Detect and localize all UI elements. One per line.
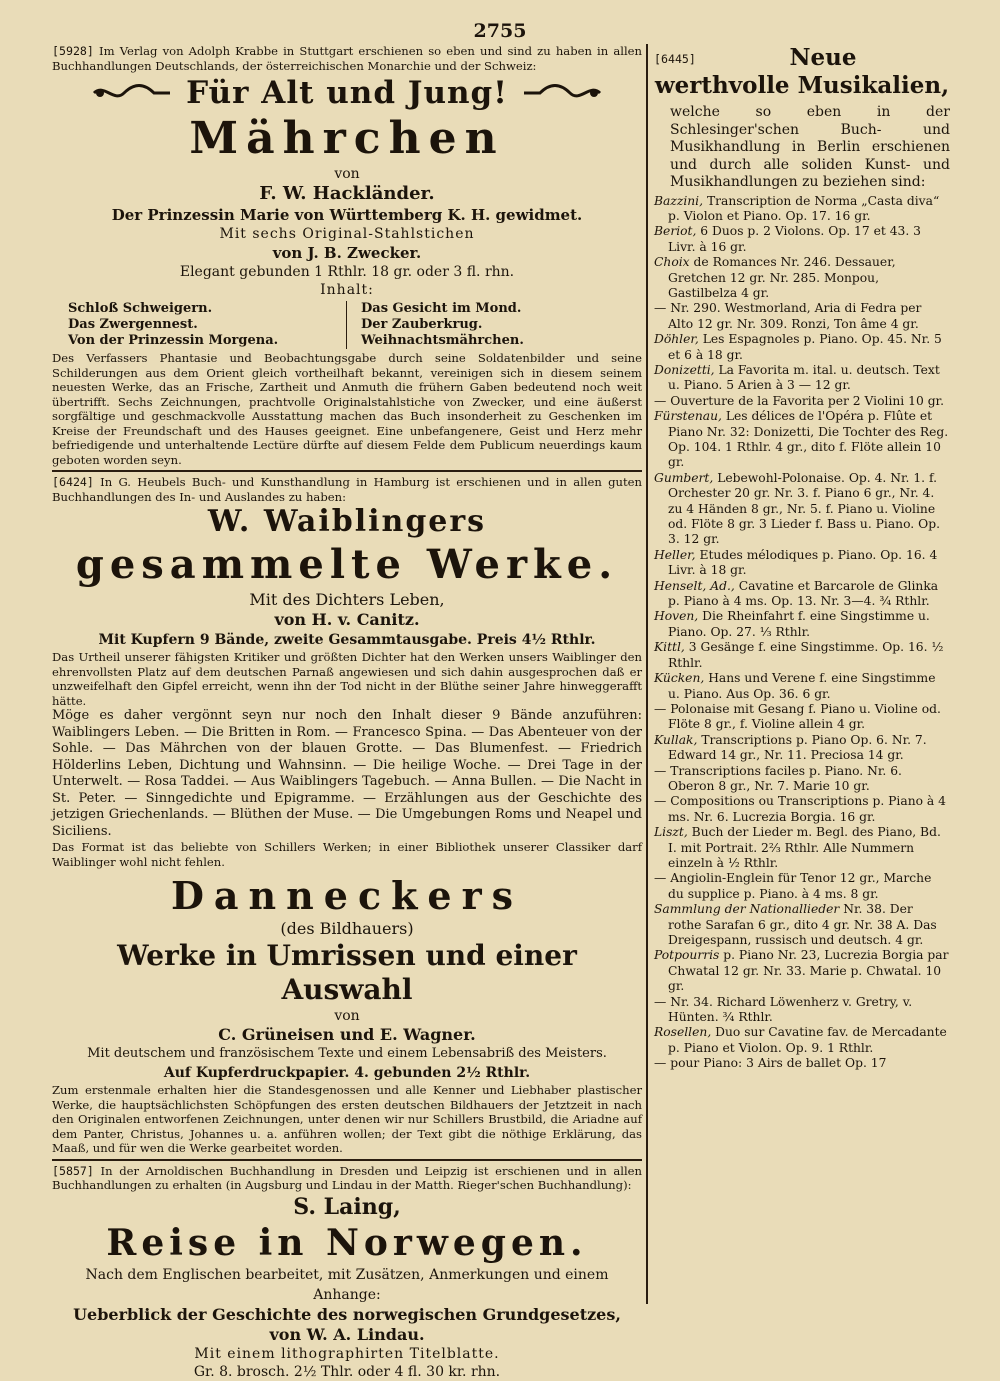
book-title: Mährchen bbox=[189, 113, 505, 164]
editor: von H. v. Canitz. bbox=[274, 610, 420, 629]
item-text: — Nr. 290. Westmorland, Aria di Fedra per Alto 12 gr. Nr. 309. Ronzi, Ton âme 4 gr. bbox=[654, 301, 922, 331]
item-text: — Transcriptions faciles p. Piano. Nr. 6. Oberon 8 gr., Nr. 7. Marie 10 gr. bbox=[654, 763, 902, 793]
item-text: — pour Piano: 3 Airs de ballet Op. 17 bbox=[654, 1056, 887, 1071]
music-list-item bbox=[654, 1025, 950, 1056]
item-text: Les Espagnoles p. Piano. Op. 45. Nr. 5 et 6 à 18 gr. bbox=[668, 332, 942, 362]
subtitle-2: Ueberblick der Geschichte des norwegischen Grundgesetzes, bbox=[73, 1304, 621, 1324]
music-list-item bbox=[654, 332, 950, 363]
authors: C. Grüneisen und E. Wagner. bbox=[218, 1025, 476, 1044]
price: Auf Kupferdruckpapier. 4. gebunden 2½ Rthlr. bbox=[163, 1065, 531, 1081]
book-title: Danneckers bbox=[170, 873, 524, 918]
author: S. Laing, bbox=[293, 1193, 401, 1220]
item-text: La Favorita m. ital. u. deutsch. Text u. Piano. 5 Arien à 3 — 12 gr. bbox=[668, 362, 940, 393]
item-text: Duo sur Cavatine fav. de Mercadante p. Piano et Violon. Op. 9. 1 Rthlr. bbox=[668, 1025, 947, 1055]
right-column bbox=[654, 44, 950, 1072]
ad-divider bbox=[52, 1159, 642, 1161]
page-number: 2755 bbox=[473, 20, 527, 42]
item-text: 3 Gesänge f. eine Singstimme. Op. 16. ½ Rthlr. bbox=[668, 640, 944, 670]
music-list-item bbox=[654, 548, 950, 579]
music-list-item bbox=[654, 702, 950, 733]
composer: Kittl, bbox=[654, 640, 685, 655]
item-text: de Romances Nr. 246. Dessauer, Gretchen 12 gr. Nr. 285. Monpou, Gastilbelza 4 gr. bbox=[668, 255, 896, 300]
contents-item: Das Gesicht im Mond. bbox=[361, 301, 522, 316]
contents-item: Weihnachtsmährchen. bbox=[361, 333, 524, 348]
music-list-item bbox=[654, 579, 950, 610]
price: Elegant gebunden 1 Rthlr. 18 gr. oder 3 fl. rhn. bbox=[179, 264, 515, 280]
translator: von W. A. Lindau. bbox=[269, 1324, 425, 1344]
ad-laing bbox=[52, 1164, 642, 1381]
illustrations: Mit sechs Original-Stahlstichen bbox=[219, 226, 475, 242]
item-text: Buch der Lieder m. Begl. des Piano, Bd. I. mit Portrait. 2⅔ Rthlr. Alle Nummern einzeln à ½ Rthlr. bbox=[668, 825, 941, 870]
illustrator: von J. B. Zwecker. bbox=[272, 244, 422, 262]
item-text: Etudes mélodiques p. Piano. Op. 16. 4 Livr. à 18 gr. bbox=[668, 547, 938, 578]
music-list-item bbox=[654, 764, 950, 795]
ad-dannecker bbox=[52, 873, 642, 1156]
ad-intro-text: welche so eben in der Schlesinger'schen Buch- und Musikhandlung in Berlin erschienen und durch alle soliden Kunst- und Musikhandlungen zu beziehen sind: bbox=[670, 104, 950, 190]
contents-item: Der Zauberkrug. bbox=[361, 317, 483, 332]
item-text: p. Piano Nr. 23, Lucrezia Borgia par Chwatal 12 gr. Nr. 33. Marie p. Chwatal. 10 gr. bbox=[668, 948, 949, 994]
composer: Choix bbox=[654, 255, 690, 270]
music-list-item bbox=[654, 363, 950, 394]
music-list-item bbox=[654, 409, 950, 471]
item-text: — Polonaise mit Gesang f. Piano u. Violine od. Flöte 8 gr., f. Violine allein 4 gr. bbox=[654, 701, 941, 732]
ad-intro-text: In G. Heubels Buch- und Kunsthandlung in Hamburg ist erschienen und in allen guten Buchhandlungen des In- und Auslandes zu haben: bbox=[52, 475, 643, 504]
ad-intro-text: In der Arnoldischen Buchhandlung in Dresden und Leipzig ist erschienen und in allen Buchhandlungen zu erhalten (in Augsburg und Lindau in der Matth. Rieger'schen Buchhandlung): bbox=[52, 1163, 642, 1192]
composer: Döhler, bbox=[654, 332, 699, 347]
ad-body: Des Verfassers Phantasie und Beobachtungsgabe durch seine Soldatenbilder und seine Schilderungen aus dem Orient gleich vortheilhaft bekannt, vereinigen sich in diesem seinem neuesten Werke, das an Frische, Zartheit und Anmuth die frühern Gaben bedeutend noch weit übertrifft. Sechs Zeichnungen, prachtvolle Originalstahlstiche von Zwecker, und eine äußerst sorgfältige und geschmackvolle Ausstattung machen das Buch insonderheit zu Geschenken im Kreise der Freundschaft und des Hauses geeignet. Eine unbefangenere, Geist und Herz mehr befriedigende und unterhaltende Lectüre dürfte auf diesem Felde dem Publicum neuerdings kaum geboten worden seyn. bbox=[52, 351, 642, 467]
music-list-item bbox=[654, 948, 950, 994]
ad-divider bbox=[52, 470, 642, 472]
music-list-item bbox=[654, 1056, 950, 1071]
item-text: Cavatine et Barcarole de Glinka p. Piano à 4 ms. Op. 13. Nr. 3—4. ¾ Rthlr. bbox=[668, 578, 939, 609]
contents-table bbox=[68, 301, 642, 349]
illustrations: Mit einem lithographirten Titelblatte. bbox=[194, 1345, 500, 1362]
ad-note: Das Format ist das beliebte von Schillers Werken; in einer Bibliothek unserer Classiker darf Waiblinger wohl nicht fehlen. bbox=[52, 840, 642, 869]
ad-hacklaender bbox=[52, 44, 642, 467]
von-label: von bbox=[334, 166, 360, 182]
book-title: gesammelte Werke. bbox=[75, 541, 619, 588]
flourish-right-icon bbox=[522, 83, 602, 103]
music-list-item bbox=[654, 471, 950, 548]
composer: Sammlung der Nationallieder bbox=[654, 902, 840, 917]
item-text: Les délices de l'Opéra p. Flûte et Piano Nr. 32: Donizetti, Die Tochter des Reg. Op. 104. 1 Rthlr. 4 gr., dito f. Flöte allein 10 gr. bbox=[668, 409, 949, 470]
music-list-item bbox=[654, 224, 950, 255]
contents-left bbox=[68, 301, 347, 349]
item-text: Transcriptions p. Piano Op. 6. Nr. 7. Edward 14 gr., Nr. 11. Preciosa 14 gr. bbox=[668, 732, 927, 763]
composer: Heller, bbox=[654, 547, 696, 562]
music-list-item bbox=[654, 733, 950, 764]
item-text: — Angiolin-Englein für Tenor 12 gr., Marche du supplice p. Piano. à 4 ms. 8 gr. bbox=[654, 871, 932, 901]
composer: Bazzini, bbox=[654, 193, 704, 208]
composer: Gumbert, bbox=[654, 470, 714, 485]
author: F. W. Hackländer. bbox=[259, 183, 435, 204]
ad-body: Das Urtheil unserer fähigsten Kritiker und größten Dichter hat den Werken unsers Waiblinger den ehrenvollsten Platz auf dem deutschen Parnaß angewiesen und sich dahin ausgesprochen daß er unzweifelhaft den Gipfel erreicht, wenn ihn der Tod nicht in der Blüthe seiner Jahre hinweggerafft hätte. bbox=[52, 650, 642, 708]
contents-right bbox=[347, 301, 524, 349]
item-text: Hans und Verene f. eine Singstimme u. Piano. Aus Op. 36. 6 gr. bbox=[668, 671, 936, 701]
price: Mit Kupfern 9 Bände, zweite Gesammtausgabe. Preis 4½ Rthlr. bbox=[98, 632, 596, 648]
left-column bbox=[52, 44, 642, 1381]
composer: Donizetti, bbox=[654, 362, 715, 377]
contents-item: Schloß Schweigern. bbox=[68, 301, 213, 316]
ad-music bbox=[654, 44, 950, 1072]
column-divider bbox=[646, 44, 648, 1304]
contents-item: Von der Prinzessin Morgena. bbox=[68, 333, 279, 348]
composer: Rosellen, bbox=[654, 1025, 712, 1040]
headline-2: werthvolle Musikalien, bbox=[654, 72, 950, 99]
composer: Potpourris bbox=[654, 948, 720, 963]
ad-waiblinger bbox=[52, 475, 642, 869]
music-list-item bbox=[654, 255, 950, 301]
ad-id: [6424] bbox=[52, 475, 94, 489]
subtitle: Nach dem Englischen bearbeitet, mit Zusätzen, Anmerkungen und einem Anhange: bbox=[85, 1266, 609, 1303]
dedication: Der Prinzessin Marie von Württemberg K. H. gewidmet. bbox=[111, 206, 583, 224]
headline-1: Neue bbox=[789, 44, 857, 71]
item-text: Nr. 38. Der rothe Sarafan 6 gr., dito 4 gr. Nr. 38 A. Das Dreigespann, russisch und deutsch. 4 gr. bbox=[668, 902, 937, 947]
item-text: Die Rheinfahrt f. eine Singstimme u. Piano. Op. 27. ⅓ Rthlr. bbox=[668, 609, 930, 639]
composer: Kullak, bbox=[654, 732, 698, 747]
composer: Beriot, bbox=[654, 224, 697, 239]
item-text: — Ouverture de la Favorita per 2 Violini 10 gr. bbox=[654, 393, 944, 408]
music-header bbox=[654, 44, 950, 72]
works-title: Werke in Umrissen und einer Auswahl bbox=[117, 939, 577, 1006]
contents-list: Möge es daher vergönnt seyn nur noch den Inhalt dieser 9 Bände anzuführen: Waiblingers Leben. — Die Britten in Rom. — Francesco Spina. — Das Abenteuer von der Sohle. — Das Mährchen von der blauen Grotte. — Das Blumenfest. — Friedrich Hölderlins Leben, Dichtung und Wahnsinn. — Die heilige Woche. — Drei Tage in der Unterwelt. — Rosa Taddei. — Aus Waiblingers Tagebuch. — Anna Bullen. — Die Nacht in St. Peter. — Sinngedichte und Epigramme. — Erzählungen aus der Geschichte des jetzigen Griechenlands. — Blüthen der Muse. — Die Umgebungen Roms und Neapel und Siciliens. bbox=[52, 708, 642, 839]
motto: Für Alt und Jung! bbox=[186, 75, 508, 111]
motto-row bbox=[52, 73, 642, 113]
composer: Liszt, bbox=[654, 825, 688, 840]
book-title: Reise in Norwegen. bbox=[106, 1221, 588, 1264]
ad-body: Zum erstenmale erhalten hier die Standesgenossen und alle Kenner und Liebhaber plastischer Werke, die hauptsächlichsten Schöpfungen des ersten deutschen Bildhauers der Jetztzeit in nach den Originalen entworfenen Zeichnungen, unter denen wir nur Schillers Brustbild, die Ariadne auf dem Panter, Christus, Johannes u. a. anführen wollen; der Text gibt die nöthige Erklärung, das Maaß, und für wen die Werke gearbeitet worden. bbox=[52, 1083, 642, 1155]
music-list bbox=[654, 194, 950, 1072]
music-list-item bbox=[654, 902, 950, 948]
item-text: 6 Duos p. 2 Violons. Op. 17 et 43. 3 Livr. à 16 gr. bbox=[668, 224, 921, 254]
text-line: Mit deutschem und französischem Texte und einem Lebensabriß des Meisters. bbox=[87, 1046, 607, 1061]
author-name: W. Waiblingers bbox=[207, 504, 487, 539]
music-list-item bbox=[654, 871, 950, 902]
music-list-item bbox=[654, 671, 950, 702]
ad-intro bbox=[52, 1164, 642, 1193]
music-list-item bbox=[654, 794, 950, 825]
ad-intro-text: Im Verlag von Adolph Krabbe in Stuttgart erschienen so eben und sind zu haben in allen Buchhandlungen Deutschlands, der österreichischen Monarchie und der Schweiz: bbox=[52, 44, 643, 73]
composer: Fürstenau, bbox=[654, 409, 722, 424]
music-list-item bbox=[654, 825, 950, 871]
music-list-item bbox=[654, 301, 950, 332]
item-text: — Nr. 34. Richard Löwenherz v. Gretry, v. Hünten. ¾ Rthlr. bbox=[654, 994, 913, 1025]
music-list-item bbox=[654, 640, 950, 671]
flourish-left-icon bbox=[92, 83, 172, 103]
ad-intro bbox=[52, 475, 642, 504]
item-text: — Compositions ou Transcriptions p. Piano à 4 ms. Nr. 6. Lucrezia Borgia. 16 gr. bbox=[654, 794, 946, 824]
contents-label: Inhalt: bbox=[320, 282, 374, 298]
ad-id: [5928] bbox=[52, 44, 94, 58]
contents-item: Das Zwergennest. bbox=[68, 317, 198, 332]
music-list-item bbox=[654, 194, 950, 225]
composer: Hoven, bbox=[654, 609, 699, 624]
price: Gr. 8. brosch. 2½ Thlr. oder 4 fl. 30 kr. rhn. bbox=[193, 1363, 501, 1380]
item-text: Lebewohl-Polonaise. Op. 4. Nr. 1. f. Orchester 20 gr. Nr. 3. f. Piano 6 gr., Nr. 4. zu 4 Händen 8 gr., Nr. 5. f. Piano u. Violine od. Flöte 8 gr. 3 Lieder f. Bass u. Piano. Op. 3. 12 gr. bbox=[668, 470, 940, 547]
ad-intro bbox=[52, 44, 642, 73]
composer: Kücken, bbox=[654, 671, 705, 686]
music-list-item bbox=[654, 394, 950, 409]
subtitle: (des Bildhauers) bbox=[280, 919, 414, 938]
music-list-item bbox=[654, 609, 950, 640]
music-list-item bbox=[654, 995, 950, 1026]
item-text: Transcription de Norma „Casta diva“ p. Violon et Piano. Op. 17. 16 gr. bbox=[668, 193, 940, 223]
composer: Henselt, Ad., bbox=[654, 578, 735, 593]
von-label: von bbox=[334, 1008, 360, 1024]
ad-id: [5857] bbox=[52, 1163, 94, 1178]
subtitle: Mit des Dichters Leben, bbox=[249, 590, 445, 609]
ad-id: [6445] bbox=[654, 52, 696, 66]
